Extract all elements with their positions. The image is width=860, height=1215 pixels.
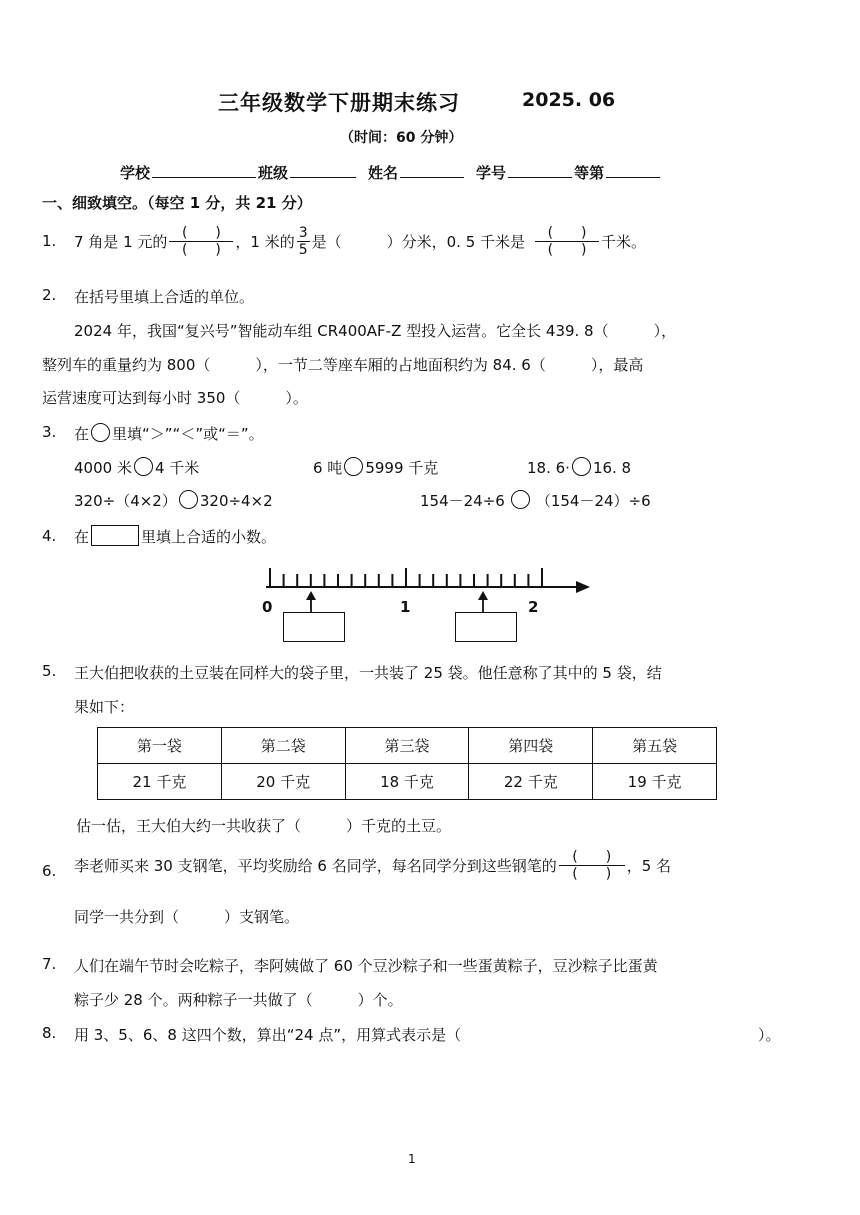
compare-circle[interactable] — [572, 457, 591, 476]
q5-line: 王大伯把收获的土豆装在同样大的袋子里，一共装了 25 袋。他任意称了其中的 5 袋，结 — [74, 664, 662, 682]
question-1 — [74, 225, 646, 258]
fraction-blank[interactable]: $\frac{( )}{( )}$ — [535, 225, 599, 258]
q4-prompt: 在 里填上合适的小数。 — [74, 525, 276, 547]
q2-prompt: 在括号里填上合适的单位。 — [74, 288, 255, 306]
q6-line: 同学一共分到（ ）支钢笔。 — [74, 908, 300, 926]
page-title: 三年级数学下册期末练习 — [218, 91, 460, 115]
number-line-label: 1 — [400, 598, 411, 616]
q2-line: 运营速度可达到每小时 350（ ）。 — [42, 389, 308, 407]
answer-box[interactable] — [455, 612, 517, 642]
q3-number: 3. — [42, 423, 57, 441]
q2-line: 2024 年，我国“复兴号”智能动车组 CR400AF-Z 型投入运营。它全长 439. 8（ ）， — [74, 322, 677, 340]
q5-question: 估一估，王大伯大约一共收获了（ ）千克的土豆。 — [76, 817, 452, 835]
table-cell: 19 千克 — [593, 764, 717, 800]
q1-text: 千米。 — [601, 233, 647, 251]
number-line-label: 2 — [528, 598, 539, 616]
compare-item: 6 吨 5999 千克 — [313, 459, 439, 477]
exam-date: 2025. 06 — [522, 89, 616, 111]
grade-label: 等第 — [574, 164, 605, 182]
compare-circle[interactable] — [179, 490, 198, 509]
q7-number: 7. — [42, 955, 57, 973]
table-header: 第五袋 — [593, 728, 717, 764]
up-arrow-icon — [478, 591, 488, 600]
arrow-right-icon — [576, 581, 590, 593]
fraction-three-fifths: $\frac{3}{5}$ — [298, 225, 308, 258]
q7-line: 粽子少 28 个。两种粽子一共做了（ ）个。 — [74, 991, 403, 1009]
table-cell: 21 千克 — [98, 764, 222, 800]
table-header: 第四袋 — [469, 728, 593, 764]
question-6 — [74, 849, 671, 882]
q6-text: ，5 名 — [626, 857, 672, 875]
q8-end: ）。 — [758, 1026, 781, 1044]
compare-circle[interactable] — [134, 457, 153, 476]
table-cell: 18 千克 — [345, 764, 469, 800]
q2-number: 2. — [42, 286, 57, 304]
box-icon — [91, 525, 139, 546]
fraction-blank[interactable]: $\frac{( )}{( )}$ — [559, 849, 625, 882]
number-line-label: 0 — [262, 598, 273, 616]
q1-text: 是（ ）分米，0. 5 千米是 — [311, 233, 526, 251]
compare-item: 154－24÷6 （154－24）÷6 — [420, 492, 651, 510]
school-label: 学校 — [120, 164, 151, 182]
q1-text: 7 角是 1 元的 — [74, 233, 168, 251]
table-header: 第二袋 — [221, 728, 345, 764]
table-header: 第三袋 — [345, 728, 469, 764]
name-blank[interactable] — [400, 163, 464, 178]
q5-number: 5. — [42, 662, 57, 680]
q3-prompt: 在 里填“＞”“＜”或“＝”。 — [74, 425, 264, 443]
q5-line: 果如下： — [74, 698, 135, 716]
answer-box[interactable] — [283, 612, 345, 642]
school-blank[interactable] — [152, 163, 256, 178]
compare-item: 320÷（4×2） 320÷4×2 — [74, 492, 273, 510]
q6-number: 6. — [42, 862, 57, 880]
name-label: 姓名 — [368, 164, 399, 182]
time-limit: （时间：60 分钟） — [340, 130, 463, 146]
class-blank[interactable] — [290, 163, 356, 178]
section-heading: 一、细致填空。（每空 1 分，共 21 分） — [42, 194, 312, 212]
table-row — [98, 728, 717, 764]
fraction-blank[interactable]: $\frac{( )}{( )}$ — [169, 225, 233, 258]
q4-number: 4. — [42, 527, 57, 545]
compare-circle[interactable] — [344, 457, 363, 476]
compare-circle[interactable] — [511, 490, 530, 509]
student-id-blank[interactable] — [508, 163, 572, 178]
compare-item: 4000 米 4 千米 — [74, 459, 200, 477]
table-row — [98, 764, 717, 800]
table-cell: 20 千克 — [221, 764, 345, 800]
q6-text: 李老师买来 30 支钢笔，平均奖励给 6 名同学，每名同学分到这些钢笔的 — [74, 857, 557, 875]
q2-line: 整列车的重量约为 800（ ），一节二等座车厢的占地面积约为 84. 6（ ），最高 — [42, 356, 644, 374]
q7-line: 人们在端午节时会吃粽子，李阿姨做了 60 个豆沙粽子和一些蛋黄粽子，豆沙粽子比蛋黄 — [74, 957, 658, 975]
table-header: 第一袋 — [98, 728, 222, 764]
class-label: 班级 — [258, 164, 289, 182]
q8-text: 用 3、5、6、8 这四个数，算出“24 点”，用算式表示是（ — [74, 1026, 462, 1044]
up-arrow-icon — [306, 591, 316, 600]
q8-number: 8. — [42, 1024, 57, 1042]
q1-text: ，1 米的 — [235, 233, 295, 251]
page-number: 1 — [408, 1152, 416, 1166]
circle-icon — [91, 423, 110, 442]
q1-number: 1. — [42, 232, 57, 250]
bag-weight-table — [97, 727, 717, 800]
table-cell: 22 千克 — [469, 764, 593, 800]
student-info-row — [120, 162, 662, 183]
grade-blank[interactable] — [606, 163, 660, 178]
compare-item: 18. 6· 16. 8 — [527, 459, 632, 477]
student-id-label: 学号 — [476, 164, 507, 182]
